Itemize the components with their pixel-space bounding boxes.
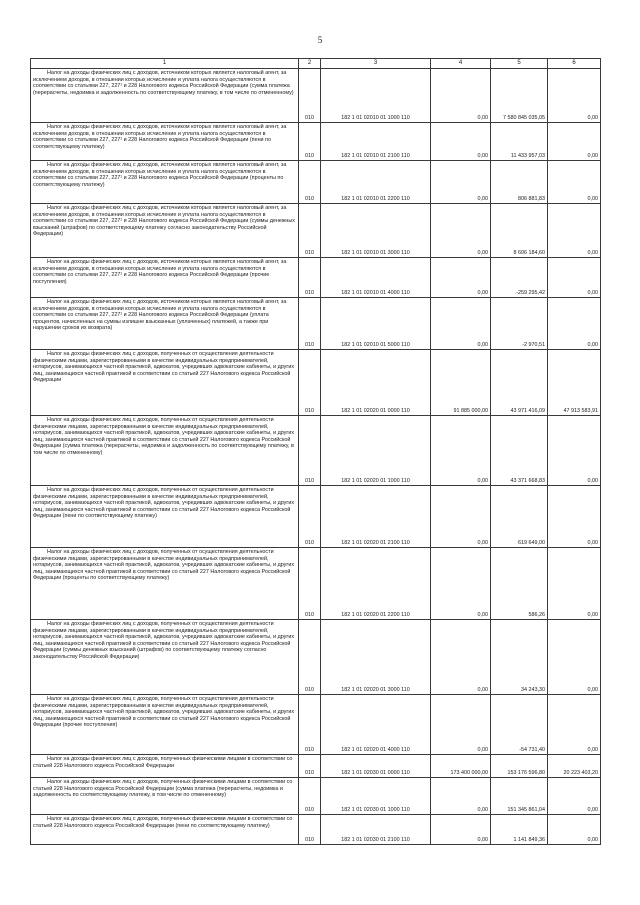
row-approved-amount: 0,00 [431, 695, 491, 755]
row-executed-amount: 1 141 849,36 [491, 815, 548, 845]
income-report-table [30, 58, 601, 845]
row-executed-amount: 43 971 416,09 [491, 350, 548, 416]
row-line-code: 010 [299, 258, 321, 298]
row-executed-amount: 8 606 184,60 [491, 204, 548, 258]
row-unexecuted-amount: 0,00 [548, 204, 601, 258]
table-row [31, 548, 601, 620]
column-header: 5 [491, 59, 548, 69]
row-budget-code: 182 1 01 02020 01 1000 110 [321, 416, 431, 486]
row-line-code: 010 [299, 416, 321, 486]
row-approved-amount: 0,00 [431, 69, 491, 123]
row-line-code: 010 [299, 161, 321, 204]
column-header-row [31, 59, 601, 69]
table-row [31, 161, 601, 204]
row-executed-amount: -2 970,51 [491, 298, 548, 350]
row-executed-amount: 153 176 596,80 [491, 755, 548, 778]
row-unexecuted-amount: 0,00 [548, 695, 601, 755]
row-line-code: 010 [299, 548, 321, 620]
row-name: Налог на доходы физических лиц с доходов, полученных от осуществления деятельности физическими лицами, зарегистрированными в качестве индивидуальных предпринимателей, нотариусов, занимающихся частной практикой, адвокатов, учредивших адвокатские кабинеты, и других лиц, занимающихся частной практикой в соответствии со статьей 227 Налогового кодекса Российской Федерации [31, 350, 299, 416]
column-header: 3 [321, 59, 431, 69]
table-row [31, 350, 601, 416]
row-budget-code: 182 1 01 02020 01 2100 110 [321, 486, 431, 548]
table-row [31, 123, 601, 161]
row-budget-code: 182 1 01 02010 01 5000 110 [321, 298, 431, 350]
row-executed-amount: 7 580 845 035,05 [491, 69, 548, 123]
column-header: 2 [299, 59, 321, 69]
column-header: 4 [431, 59, 491, 69]
row-approved-amount: 0,00 [431, 161, 491, 204]
row-name: Налог на доходы физических лиц с доходов, источником которых является налоговый агент, за исключением доходов, в отношении которых исчисление и уплата налога осуществляются в соответствии со статьями 227, 227¹ и 228 Налогового кодекса Российской Федерации (проценты по соответствующему платежу) [31, 161, 299, 204]
row-budget-code: 182 1 01 02010 01 2100 110 [321, 123, 431, 161]
row-budget-code: 182 1 01 02010 01 1000 110 [321, 69, 431, 123]
column-header: 1 [31, 59, 299, 69]
table-row [31, 695, 601, 755]
row-unexecuted-amount: 0,00 [548, 620, 601, 695]
row-executed-amount: -259 295,42 [491, 258, 548, 298]
row-approved-amount: 0,00 [431, 298, 491, 350]
row-name: Налог на доходы физических лиц с доходов, полученных физическими лицами в соответствии со статьей 228 Налогового кодекса Российской Федерации [31, 755, 299, 778]
row-name: Налог на доходы физических лиц с доходов, источником которых является налоговый агент, за исключением доходов, в отношении которых исчисление и уплата налога осуществляются в соответствии со статьями 227, 227¹ и 228 Налогового кодекса Российской Федерации (сумма платежа (перерасчеты, недоимка и задолженность по соответствующему платежу, в том числе по отмененному) [31, 69, 299, 123]
row-budget-code: 182 1 01 02010 01 4000 110 [321, 258, 431, 298]
row-approved-amount: 0,00 [431, 778, 491, 815]
row-name: Налог на доходы физических лиц с доходов, полученных физическими лицами в соответствии со статьей 228 Налогового кодекса Российской Федерации (сумма платежа (перерасчеты, недоимка и задолженность по соответствующему платежу, в том числе по отмененному) [31, 778, 299, 815]
row-approved-amount: 0,00 [431, 416, 491, 486]
table-row [31, 204, 601, 258]
row-name: Налог на доходы физических лиц с доходов, источником которых является налоговый агент, за исключением доходов, в отношении которых исчисление и уплата налога осуществляются в соответствии со статьями 227, 227¹ и 228 Налогового кодекса Российской Федерации (прочие поступления) [31, 258, 299, 298]
row-line-code: 010 [299, 778, 321, 815]
row-approved-amount: 0,00 [431, 204, 491, 258]
row-budget-code: 182 1 01 02020 01 3000 110 [321, 620, 431, 695]
row-unexecuted-amount: 0,00 [548, 161, 601, 204]
row-executed-amount: 586,26 [491, 548, 548, 620]
row-line-code: 010 [299, 298, 321, 350]
row-budget-code: 182 1 01 02030 01 2100 110 [321, 815, 431, 845]
row-name: Налог на доходы физических лиц с доходов, источником которых является налоговый агент, за исключением доходов, в отношении которых исчисление и уплата налога осуществляются в соответствии со статьями 227, 227¹ и 228 Налогового кодекса Российской Федерации (пени по соответствующему платежу) [31, 123, 299, 161]
row-name: Налог на доходы физических лиц с доходов, полученных от осуществления деятельности физическими лицами, зарегистрированными в качестве индивидуальных предпринимателей, нотариусов, занимающихся частной практикой, адвокатов, учредивших адвокатские кабинеты, и других лиц, занимающихся частной практикой в соответствии со статьей 227 Налогового кодекса Российской Федерации (пени по соответствующему платежу) [31, 486, 299, 548]
row-approved-amount: 0,00 [431, 123, 491, 161]
row-executed-amount: 11 433 957,03 [491, 123, 548, 161]
row-line-code: 010 [299, 123, 321, 161]
row-approved-amount: 0,00 [431, 815, 491, 845]
row-unexecuted-amount: 47 913 583,91 [548, 350, 601, 416]
row-name: Налог на доходы физических лиц с доходов, полученных от осуществления деятельности физическими лицами, зарегистрированными в качестве индивидуальных предпринимателей, нотариусов, занимающихся частной практикой, адвокатов, учредивших адвокатские кабинеты, и других лиц, занимающихся частной практикой в соответствии со статьей 227 Налогового кодекса Российской Федерации (проценты по соответствующему платежу) [31, 548, 299, 620]
row-unexecuted-amount: 0,00 [548, 298, 601, 350]
row-unexecuted-amount: 0,00 [548, 258, 601, 298]
row-line-code: 010 [299, 69, 321, 123]
row-approved-amount: 0,00 [431, 548, 491, 620]
table-row [31, 778, 601, 815]
row-line-code: 010 [299, 350, 321, 416]
table-row [31, 69, 601, 123]
row-name: Налог на доходы физических лиц с доходов, полученных от осуществления деятельности физическими лицами, зарегистрированными в качестве индивидуальных предпринимателей, нотариусов, занимающихся частной практикой, адвокатов, учредивших адвокатские кабинеты, и других лиц, занимающихся частной практикой в соответствии со статьей 227 Налогового кодекса Российской Федерации (сумма платежа (перерасчеты, недоимка и задолженность по соответствующему платежу, в том числе по отмененному) [31, 416, 299, 486]
row-budget-code: 182 1 01 02010 01 2200 110 [321, 161, 431, 204]
row-executed-amount: -54 731,40 [491, 695, 548, 755]
row-unexecuted-amount: 0,00 [548, 123, 601, 161]
row-line-code: 010 [299, 486, 321, 548]
row-executed-amount: 806 881,83 [491, 161, 548, 204]
row-budget-code: 182 1 01 02030 01 1000 110 [321, 778, 431, 815]
row-line-code: 010 [299, 695, 321, 755]
page-number: 5 [317, 35, 323, 45]
table-row [31, 815, 601, 845]
row-name: Налог на доходы физических лиц с доходов, источником которых является налоговый агент, за исключением доходов, в отношении которых исчисление и уплата налога осуществляются в соответствии со статьями 227, 227¹ и 228 Налогового кодекса Российской Федерации (суммы денежных взысканий (штрафов) по соответствующему платежу согласно законодательству Российской Федерации) [31, 204, 299, 258]
row-budget-code: 182 1 01 02020 01 4000 110 [321, 695, 431, 755]
row-line-code: 010 [299, 755, 321, 778]
table-row [31, 258, 601, 298]
row-budget-code: 182 1 01 02020 01 0000 110 [321, 350, 431, 416]
row-approved-amount: 0,00 [431, 258, 491, 298]
table-row [31, 620, 601, 695]
row-unexecuted-amount: 0,00 [548, 69, 601, 123]
row-line-code: 010 [299, 620, 321, 695]
row-unexecuted-amount: 20 223 403,20 [548, 755, 601, 778]
row-approved-amount: 0,00 [431, 620, 491, 695]
row-executed-amount: 151 345 861,04 [491, 778, 548, 815]
row-executed-amount: 34 243,30 [491, 620, 548, 695]
row-line-code: 010 [299, 815, 321, 845]
row-name: Налог на доходы физических лиц с доходов, источником которых является налоговый агент, за исключением доходов, в отношении которых исчисление и уплата налога осуществляются в соответствии со статьями 227, 227¹ и 228 Налогового кодекса Российской Федерации (уплата процентов, начисленных на суммы излишне взысканных (уплаченных) платежей, а также при нарушении сроков их возврата) [31, 298, 299, 350]
row-approved-amount: 91 885 000,00 [431, 350, 491, 416]
row-executed-amount: 619 649,00 [491, 486, 548, 548]
row-unexecuted-amount: 0,00 [548, 548, 601, 620]
table-row [31, 298, 601, 350]
row-approved-amount: 0,00 [431, 486, 491, 548]
row-unexecuted-amount: 0,00 [548, 416, 601, 486]
row-executed-amount: 43 371 668,83 [491, 416, 548, 486]
row-budget-code: 182 1 01 02010 01 3000 110 [321, 204, 431, 258]
row-unexecuted-amount: 0,00 [548, 486, 601, 548]
row-unexecuted-amount: 0,00 [548, 778, 601, 815]
row-name: Налог на доходы физических лиц с доходов, полученных от осуществления деятельности физическими лицами, зарегистрированными в качестве индивидуальных предпринимателей, нотариусов, занимающихся частной практикой, адвокатов, учредивших адвокатские кабинеты, и других лиц, занимающихся частной практикой в соответствии со статьей 227 Налогового кодекса Российской Федерации (суммы денежных взысканий (штрафов) по соответствующему платежу согласно законодательству Российской Федерации) [31, 620, 299, 695]
table-row [31, 486, 601, 548]
row-budget-code: 182 1 01 02020 01 2200 110 [321, 548, 431, 620]
row-unexecuted-amount: 0,00 [548, 815, 601, 845]
row-name: Налог на доходы физических лиц с доходов, полученных физическими лицами в соответствии со статьей 228 Налогового кодекса Российской Федерации (пени по соответствующему платежу) [31, 815, 299, 845]
row-budget-code: 182 1 01 02030 01 0000 110 [321, 755, 431, 778]
row-line-code: 010 [299, 204, 321, 258]
table-row [31, 755, 601, 778]
column-header: 6 [548, 59, 601, 69]
row-approved-amount: 173 400 000,00 [431, 755, 491, 778]
table-row [31, 416, 601, 486]
row-name: Налог на доходы физических лиц с доходов, полученных от осуществления деятельности физическими лицами, зарегистрированными в качестве индивидуальных предпринимателей, нотариусов, занимающихся частной практикой, адвокатов, учредивших адвокатские кабинеты, и других лиц, занимающихся частной практикой в соответствии со статьей 227 Налогового кодекса Российской Федерации (прочие поступления) [31, 695, 299, 755]
